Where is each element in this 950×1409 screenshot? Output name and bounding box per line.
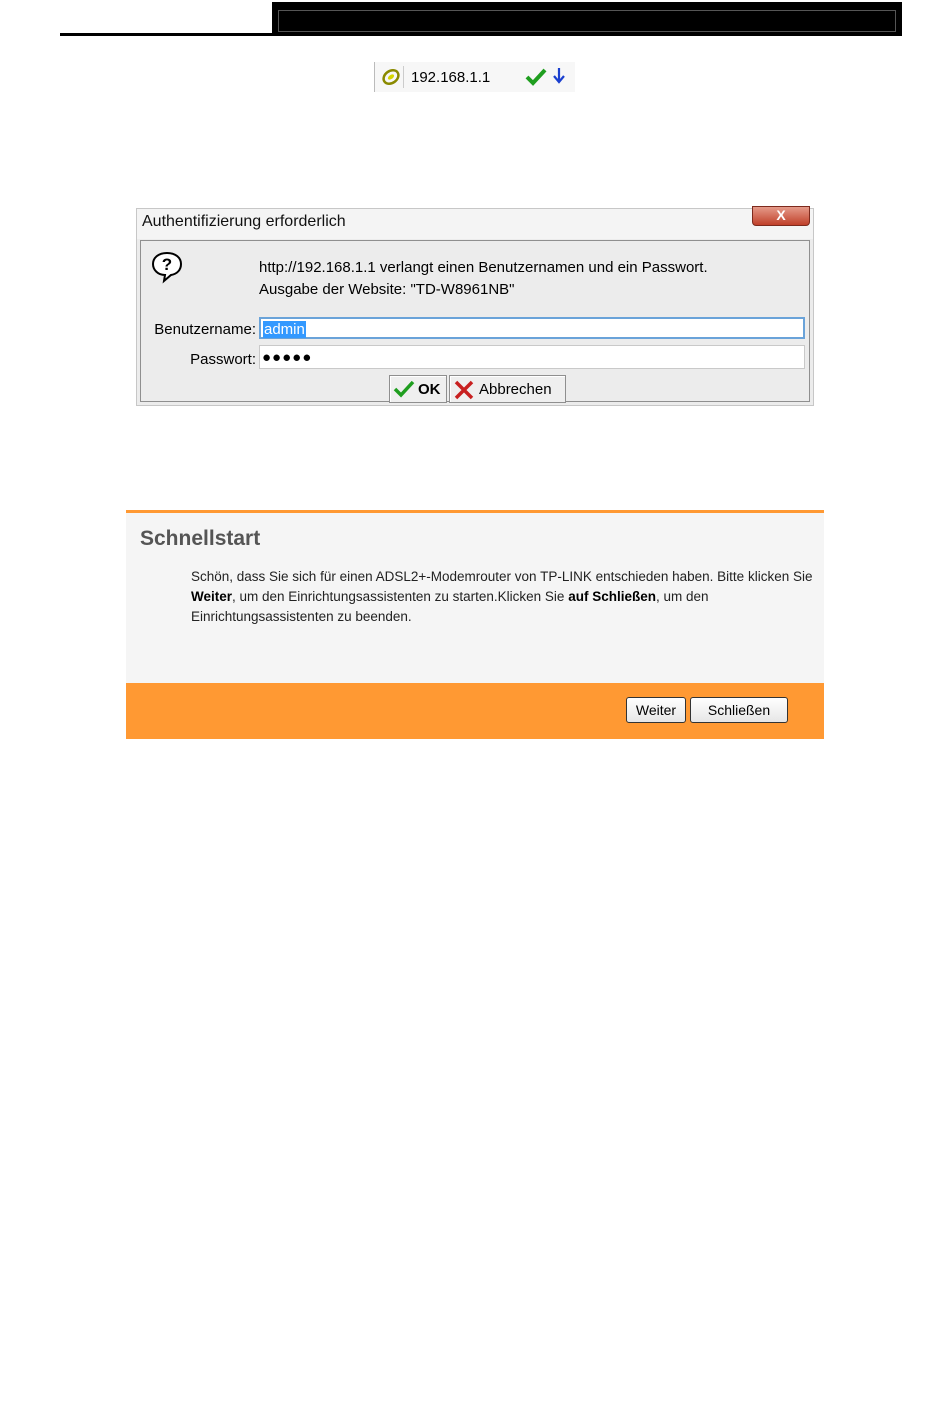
header-rule (60, 33, 272, 36)
question-bubble-icon (150, 250, 184, 288)
header-bar-inner (278, 10, 896, 32)
quick-start-text-part3: , um den Einrichtungsassistenten zu beenden. (191, 589, 709, 624)
dialog-message-line1: http://192.168.1.1 verlangt einen Benutzernamen und ein Passwort. (259, 259, 708, 276)
svg-text:?: ? (161, 255, 173, 274)
cancel-button-label: Abbrechen (479, 381, 552, 398)
dialog-message (259, 257, 708, 301)
ok-button[interactable] (389, 375, 447, 403)
next-button[interactable]: Weiter (626, 697, 686, 723)
quick-start-text-part2: , um den Einrichtungsassistenten zu starten.Klicken Sie (232, 589, 569, 604)
quick-start-text (191, 567, 827, 627)
go-checkmark-icon[interactable] (525, 67, 547, 91)
username-input[interactable] (259, 317, 805, 339)
address-url[interactable]: 192.168.1.1 (411, 69, 491, 86)
close-button[interactable]: Schließen (690, 697, 788, 723)
quick-start-bold-close: auf Schließen (568, 589, 656, 604)
dialog-body (140, 240, 810, 402)
quick-start-title: Schnellstart (140, 527, 261, 550)
cancel-button[interactable] (449, 375, 566, 403)
password-label: Passwort: (190, 351, 256, 368)
dialog-close-button[interactable]: X (752, 206, 810, 226)
ok-check-icon (393, 380, 415, 398)
ok-button-label: OK (418, 381, 441, 398)
auth-dialog (136, 208, 814, 406)
address-bar[interactable] (374, 62, 575, 92)
username-label: Benutzername: (154, 321, 256, 338)
dialog-title: Authentifizierung erforderlich (142, 213, 346, 230)
page-icon (379, 66, 404, 88)
header-bar (272, 2, 902, 36)
dialog-message-line2: Ausgabe der Website: "TD-W8961NB" (259, 281, 515, 298)
quick-start-panel (126, 510, 824, 739)
quick-start-text-part1: Schön, dass Sie sich für einen ADSL2+-Modemrouter von TP-LINK entschieden haben. Bitte klicken Sie (191, 569, 813, 584)
dropdown-arrow-icon[interactable] (553, 67, 565, 89)
password-input[interactable]: ●●●●● (259, 345, 805, 369)
cancel-x-icon (453, 380, 475, 400)
quick-start-bold-next: Weiter (191, 589, 233, 604)
quick-start-top-rule (126, 510, 824, 513)
quick-start-footer (126, 683, 824, 739)
username-value: admin (264, 321, 305, 338)
